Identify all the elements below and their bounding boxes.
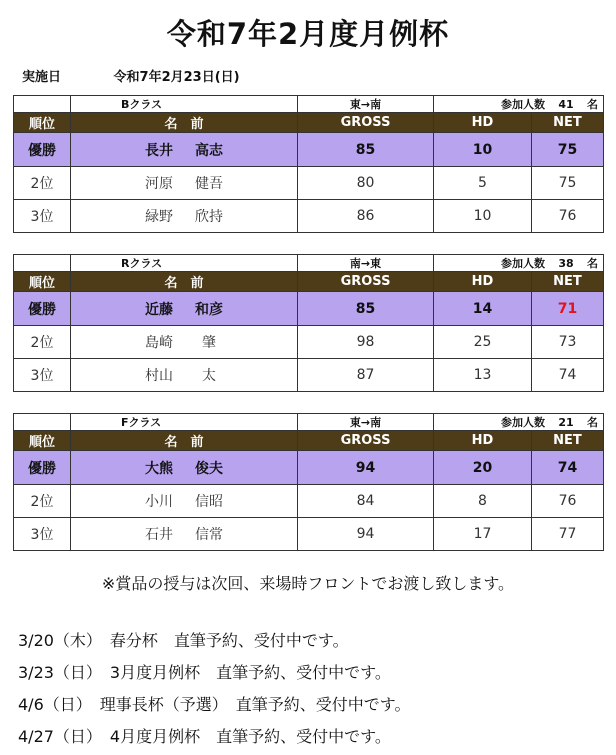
- player-name: 村山 太: [71, 359, 298, 392]
- participant-count: 参加人数 41 名: [434, 96, 604, 113]
- class-name: Fクラス: [71, 414, 298, 431]
- hd-cell: 25: [434, 326, 532, 359]
- player-name: 島崎 肇: [71, 326, 298, 359]
- gross-cell: 87: [298, 359, 434, 392]
- page-title: 令和7年2月度月例杯: [166, 17, 450, 51]
- col-net: NET: [532, 113, 604, 133]
- col-net: NET: [532, 272, 604, 292]
- gross-cell: 85: [298, 292, 434, 326]
- player-name: 緑野 欣持: [71, 200, 298, 233]
- table-row: [14, 200, 604, 233]
- event-date-row: [22, 66, 240, 85]
- gross-cell: 85: [298, 133, 434, 167]
- player-name: 大熊 俊夫: [71, 451, 298, 485]
- col-rank: 順位: [14, 431, 71, 451]
- rank-cell: 優勝: [14, 451, 71, 485]
- date-label: 実施日: [22, 70, 62, 85]
- class-info-row: [14, 96, 604, 113]
- table-row: [14, 359, 604, 392]
- net-cell: 76: [532, 485, 604, 518]
- gross-cell: 84: [298, 485, 434, 518]
- hd-cell: 17: [434, 518, 532, 551]
- col-gross: GROSS: [298, 113, 434, 133]
- course-label: 東→南: [298, 96, 434, 113]
- table-row: [14, 167, 604, 200]
- schedule-item: 3/20（木） 春分杯 直筆予約、受付中です。: [18, 631, 349, 650]
- gross-cell: 98: [298, 326, 434, 359]
- table-row: [14, 485, 604, 518]
- class-name: Rクラス: [71, 255, 298, 272]
- rank-cell: 3位: [14, 518, 71, 551]
- hd-cell: 8: [434, 485, 532, 518]
- gross-cell: 80: [298, 167, 434, 200]
- gross-cell: 94: [298, 518, 434, 551]
- col-rank: 順位: [14, 113, 71, 133]
- col-gross: GROSS: [298, 431, 434, 451]
- rank-cell: 優勝: [14, 133, 71, 167]
- schedule-item: 3/23（日） 3月度月例杯 直筆予約、受付中です。: [18, 663, 391, 682]
- results-table-b-class: [13, 95, 604, 233]
- schedule-item: 4/6（日） 理事長杯（予選） 直筆予約、受付中です。: [18, 695, 411, 714]
- net-cell: 77: [532, 518, 604, 551]
- net-cell: 74: [532, 359, 604, 392]
- hd-cell: 10: [434, 200, 532, 233]
- col-name: 名 前: [71, 431, 298, 451]
- col-net: NET: [532, 431, 604, 451]
- table-row-winner: [14, 451, 604, 485]
- net-cell: 73: [532, 326, 604, 359]
- player-name: 河原 健吾: [71, 167, 298, 200]
- col-gross: GROSS: [298, 272, 434, 292]
- player-name: 石井 信常: [71, 518, 298, 551]
- class-name: Bクラス: [71, 96, 298, 113]
- gross-cell: 86: [298, 200, 434, 233]
- class-info-row: [14, 255, 604, 272]
- rank-cell: 2位: [14, 485, 71, 518]
- class-info-row: [14, 414, 604, 431]
- table-row: [14, 326, 604, 359]
- course-label: 東→南: [298, 414, 434, 431]
- schedule-item: 4/27（日） 4月度月例杯 直筆予約、受付中です。: [18, 727, 391, 746]
- player-name: 小川 信昭: [71, 485, 298, 518]
- net-cell-highlight: 71: [532, 292, 604, 326]
- table-row-winner: [14, 133, 604, 167]
- prize-note: ※賞品の授与は次回、来場時フロントでお渡し致します。: [101, 574, 515, 593]
- gross-cell: 94: [298, 451, 434, 485]
- hd-cell: 20: [434, 451, 532, 485]
- table-row-winner: [14, 292, 604, 326]
- course-label: 南→東: [298, 255, 434, 272]
- hd-cell: 10: [434, 133, 532, 167]
- net-cell: 74: [532, 451, 604, 485]
- rank-cell: 3位: [14, 359, 71, 392]
- participant-count: 参加人数 21 名: [434, 414, 604, 431]
- table-row: [14, 518, 604, 551]
- rank-cell: 3位: [14, 200, 71, 233]
- player-name: 長井 高志: [71, 133, 298, 167]
- player-name: 近藤 和彦: [71, 292, 298, 326]
- hd-cell: 14: [434, 292, 532, 326]
- participant-count: 参加人数 38 名: [434, 255, 604, 272]
- col-name: 名 前: [71, 272, 298, 292]
- rank-cell: 2位: [14, 326, 71, 359]
- column-header-row: [14, 113, 604, 133]
- col-rank: 順位: [14, 272, 71, 292]
- hd-cell: 13: [434, 359, 532, 392]
- date-value: 令和7年2月23日(日): [113, 70, 240, 85]
- net-cell: 76: [532, 200, 604, 233]
- net-cell: 75: [532, 133, 604, 167]
- hd-cell: 5: [434, 167, 532, 200]
- column-header-row: [14, 272, 604, 292]
- col-name: 名 前: [71, 113, 298, 133]
- results-table-f-class: [13, 413, 604, 551]
- column-header-row: [14, 431, 604, 451]
- col-hd: HD: [434, 431, 532, 451]
- col-hd: HD: [434, 272, 532, 292]
- results-table-r-class: [13, 254, 604, 392]
- rank-cell: 優勝: [14, 292, 71, 326]
- net-cell: 75: [532, 167, 604, 200]
- col-hd: HD: [434, 113, 532, 133]
- rank-cell: 2位: [14, 167, 71, 200]
